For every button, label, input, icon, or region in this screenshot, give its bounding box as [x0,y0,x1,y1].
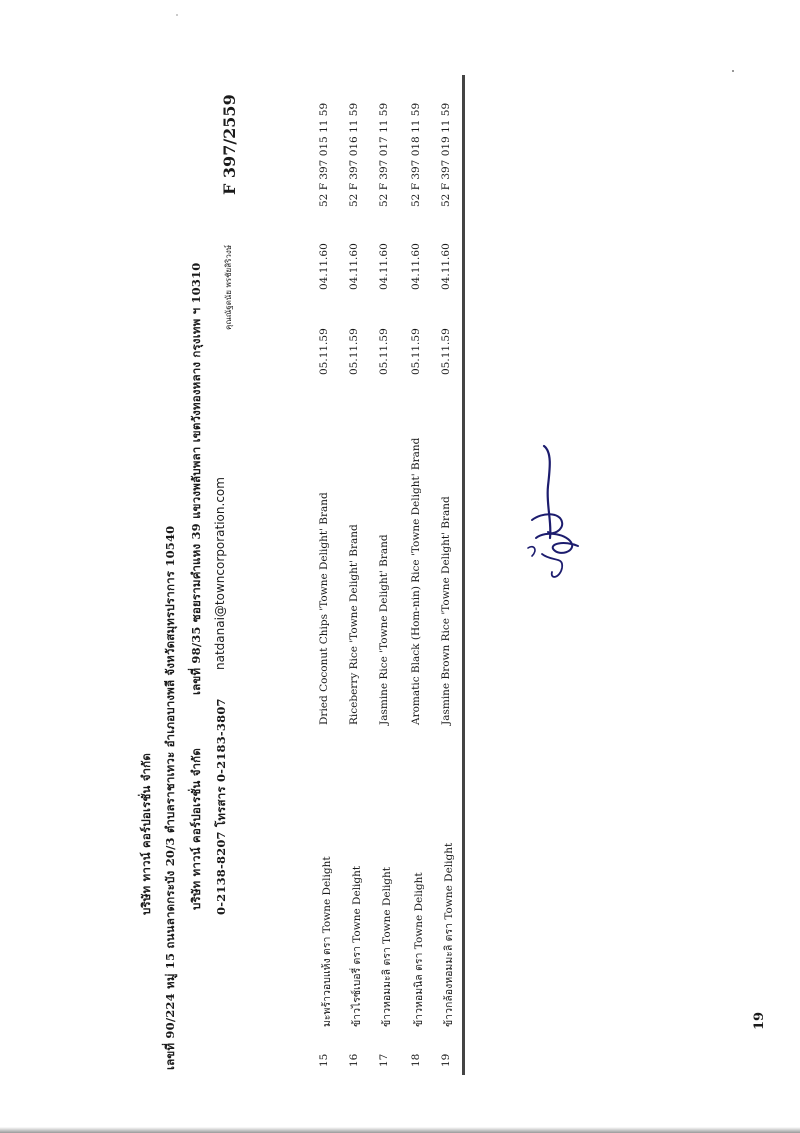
scan-speck [176,14,178,16]
english-product-name: Riceberry Rice 'Towne Delight' Brand [348,524,360,725]
registration-code: 52 F 397 018 11 59 [410,102,422,207]
issue-date: 05.11.59 [378,328,390,375]
expiry-date: 04.11.60 [410,243,422,290]
registration-code: 52 F 397 015 11 59 [318,102,330,207]
row-number: 16 [348,1053,360,1067]
contact-note: คุณณัฐดนัย พรชัยสิริวงษ์ [224,244,233,330]
registration-code: 52 F 397 017 11 59 [378,102,390,207]
expiry-date: 04.11.60 [348,243,360,290]
thai-product-name: มะพร้าวอบแห้ง ตรา Towne Delight [321,856,333,1027]
page-number: 19 [752,1011,767,1030]
issue-date: 05.11.59 [440,328,452,375]
scan-bottom-edge [0,1127,800,1133]
company-email: natdanai@towncorporation.com [213,477,227,670]
english-product-name: Aromatic Black (Hom-nin) Rice 'Towne Delight' Brand [410,437,422,725]
company-name: บริษัท ทาวน์ คอร์ปอเรชั่น จำกัด [139,753,153,915]
expiry-date: 04.11.60 [440,243,452,290]
issue-date: 05.11.59 [410,328,422,375]
company-address: เลขที่ 90/224 หมู่ 15 ถนนลาดกระบัง 20/3 ตำบลราชาเทวะ อำเภอบางพลี จังหวัดสมุทรปราการ 10540 [163,525,177,1070]
expiry-date: 04.11.60 [378,243,390,290]
thai-product-name: ข้าวกล้องหอมมะลิ ตรา Towne Delight [443,842,455,1027]
registration-code: 52 F 397 016 11 59 [348,102,360,207]
document-number: F 397/2559 [220,94,239,195]
thai-product-name: ข้าวหอมนิล ตรา Towne Delight [413,872,425,1027]
thai-product-name: ข้าวหอมมะลิ ตรา Towne Delight [381,866,393,1027]
expiry-date: 04.11.60 [318,243,330,290]
issue-date: 05.11.59 [348,328,360,375]
scan-speck [732,70,734,72]
company-phone: 0-2138-8207 โทรสาร 0-2183-3807 [214,698,228,915]
row-number: 18 [410,1053,422,1067]
handwritten-signature [512,438,592,588]
table-bottom-rule [462,75,465,1075]
row-number: 19 [440,1053,452,1067]
company-name-2: บริษัท ทาวน์ คอร์ปอเรชั่น จำกัด [189,748,203,910]
english-product-name: Dried Coconut Chips 'Towne Delight' Brand [318,492,330,725]
row-number: 15 [318,1053,330,1067]
row-number: 17 [378,1053,390,1067]
company-address-2: เลขที่ 98/35 ซอยรามคำแหง 39 แขวงพลับพลา เขตวังทองหลาง กรุงเทพ ฯ 10310 [189,262,203,695]
thai-product-name: ข้าวไรซ์เบอรี่ ตรา Towne Delight [351,865,363,1027]
issue-date: 05.11.59 [318,328,330,375]
english-product-name: Jasmine Rice 'Towne Delight' Brand [378,534,390,725]
registration-code: 52 F 397 019 11 59 [440,102,452,207]
english-product-name: Jasmine Brown Rice 'Towne Delight' Brand [440,496,452,725]
